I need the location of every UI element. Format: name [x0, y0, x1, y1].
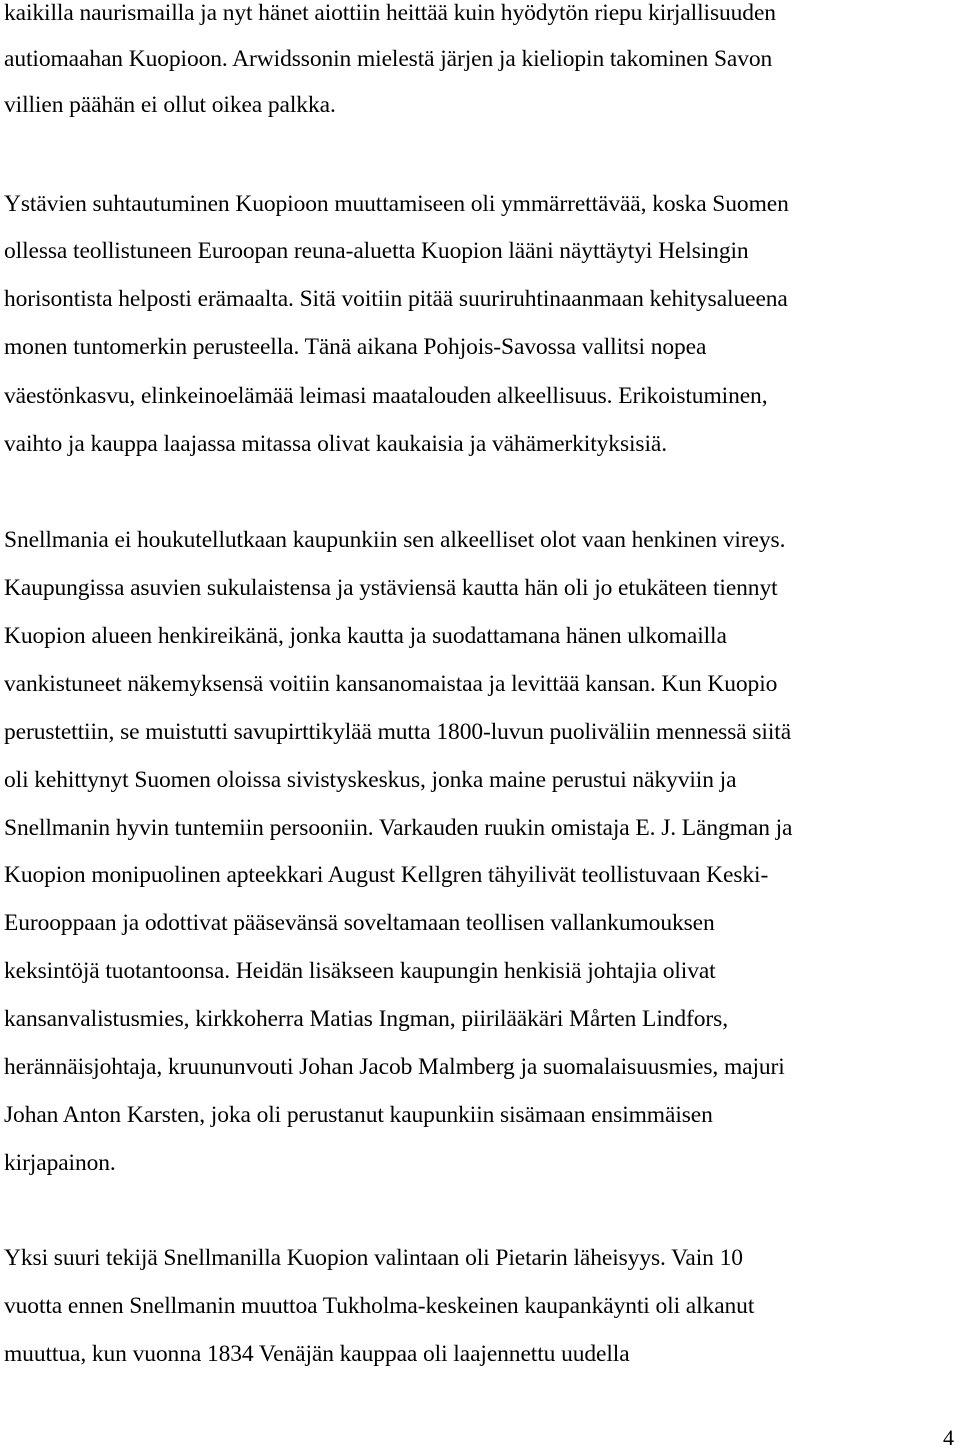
text-line: Yksi suuri tekijä Snellmanilla Kuopion valintaan oli Pietarin läheisyys. Vain 10 [4, 1245, 743, 1271]
text-line: monen tuntomerkin perusteella. Tänä aikana Pohjois-Savossa vallitsi nopea [4, 334, 707, 360]
text-line: oli kehittynyt Suomen oloissa sivistyskeskus, jonka maine perustui näkyviin ja [4, 767, 737, 793]
text-line: vaihto ja kauppa laajassa mitassa olivat kaukaisia ja vähämerkityksisiä. [4, 431, 667, 457]
text-line: Ystävien suhtautuminen Kuopioon muuttamiseen oli ymmärrettävää, koska Suomen [4, 191, 789, 217]
text-line: herännäisjohtaja, kruununvouti Johan Jacob Malmberg ja suomalaisuusmies, majuri [4, 1054, 785, 1080]
text-line: keksintöjä tuotantoonsa. Heidän lisäkseen kaupungin henkisiä johtajia olivat [4, 958, 716, 984]
text-line: muuttua, kun vuonna 1834 Venäjän kauppaa oli laajennettu uudella [4, 1341, 630, 1367]
text-line: kaikilla naurismailla ja nyt hänet aiottiin heittää kuin hyödytön riepu kirjallisuuden [4, 0, 776, 26]
text-line: kirjapainon. [4, 1150, 116, 1176]
text-line: kansanvalistusmies, kirkkoherra Matias Ingman, piirilääkäri Mårten Lindfors, [4, 1006, 728, 1032]
text-line: väestönkasvu, elinkeinoelämää leimasi maatalouden alkeellisuus. Erikoistuminen, [4, 383, 768, 409]
text-line: vankistuneet näkemyksensä voitiin kansanomaistaa ja levittää kansan. Kun Kuopio [4, 671, 778, 697]
text-line: perustettiin, se muistutti savupirttikylää mutta 1800-luvun puoliväliin mennessä siitä [4, 719, 792, 745]
text-line: autiomaahan Kuopioon. Arwidssonin mielestä järjen ja kieliopin takominen Savon [4, 46, 773, 72]
text-line: ollessa teollistuneen Euroopan reuna-aluetta Kuopion lääni näyttäytyi Helsingin [4, 238, 749, 264]
text-line: Snellmania ei houkutellutkaan kaupunkiin sen alkeelliset olot vaan henkinen vireys. [4, 527, 786, 553]
text-line: vuotta ennen Snellmanin muuttoa Tukholma-keskeinen kaupankäynti oli alkanut [4, 1293, 755, 1319]
text-line: Kaupungissa asuvien sukulaistensa ja ystäviensä kautta hän oli jo etukäteen tiennyt [4, 575, 778, 601]
text-line: Johan Anton Karsten, joka oli perustanut kaupunkiin sisämaan ensimmäisen [4, 1102, 713, 1128]
text-line: villien päähän ei ollut oikea palkka. [4, 92, 336, 118]
page-number: 4 [943, 1425, 954, 1450]
text-line: Snellmanin hyvin tuntemiin persooniin. Varkauden ruukin omistaja E. J. Längman ja [4, 815, 793, 841]
text-line: Kuopion monipuolinen apteekkari August Kellgren tähyilivät teollistuvaan Keski- [4, 862, 769, 888]
text-line: Kuopion alueen henkireikänä, jonka kautta ja suodattamana hänen ulkomailla [4, 623, 727, 649]
text-line: Eurooppaan ja odottivat pääsevänsä soveltamaan teollisen vallankumouksen [4, 910, 715, 936]
text-line: horisontista helposti erämaalta. Sitä voitiin pitää suuriruhtinaanmaan kehitysalueena [4, 286, 788, 312]
